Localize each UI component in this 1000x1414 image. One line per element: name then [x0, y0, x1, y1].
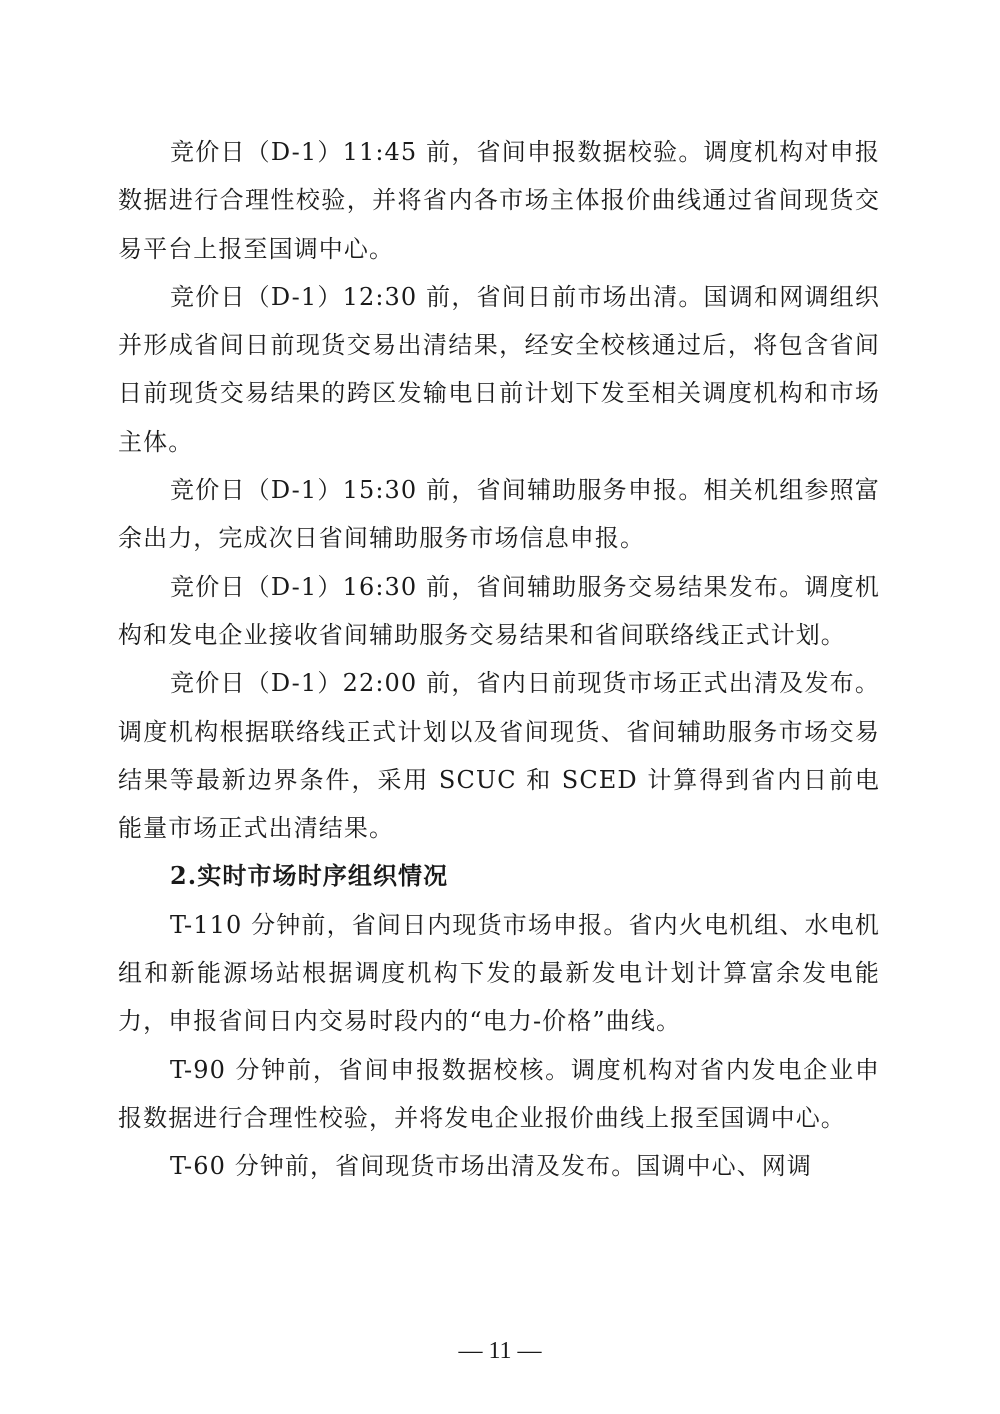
paragraph-d1-1630: 竞价日（D-1）16:30 前，省间辅助服务交易结果发布。调度机构和发电企业接收省间辅助服务交易结果和省间联络线正式计划。: [118, 572, 880, 649]
paragraph-d1-1145: 竞价日（D-1）11:45 前，省间申报数据校验。调度机构对申报数据进行合理性校验，并将省内各市场主体报价曲线通过省间现货交易平台上报至国调中心。: [118, 138, 880, 263]
paragraph-t60: T-60 分钟前，省间现货市场出清及发布。国调中心、网调: [170, 1152, 812, 1181]
body-text: [118, 128, 880, 1191]
page-number: — 11 —: [458, 1338, 542, 1364]
paragraph-d1-1230: 竞价日（D-1）12:30 前，省间日前市场出清。国调和网调组织并形成省间日前现货交易出清结果，经安全校核通过后，将包含省间日前现货交易结果的跨区发输电日前计划下发至相关调度机构和市场主体。: [118, 282, 880, 456]
paragraph-t90: T-90 分钟前，省间申报数据校核。调度机构对省内发电企业申报数据进行合理性校验，并将发电企业报价曲线上报至国调中心。: [118, 1055, 880, 1132]
paragraph-t110: T-110 分钟前，省间日内现货市场申报。省内火电机组、水电机组和新能源场站根据调度机构下发的最新发电计划计算富余发电能力，申报省间日内交易时段内的“电力-价格”曲线。: [118, 910, 880, 1036]
section-heading: 2.实时市场时序组织情况: [170, 861, 449, 891]
paragraph-d1-1530: 竞价日（D-1）15:30 前，省间辅助服务申报。相关机组参照富余出力，完成次日省间辅助服务市场信息申报。: [118, 476, 880, 553]
paragraph-d1-2200: 竞价日（D-1）22:00 前，省内日前现货市场正式出清及发布。调度机构根据联络线正式计划以及省间现货、省间辅助服务市场交易结果等最新边界条件，采用 SCUC 和 SCED 计算得到省内日前电能量市场正式出清结果。: [118, 669, 880, 843]
